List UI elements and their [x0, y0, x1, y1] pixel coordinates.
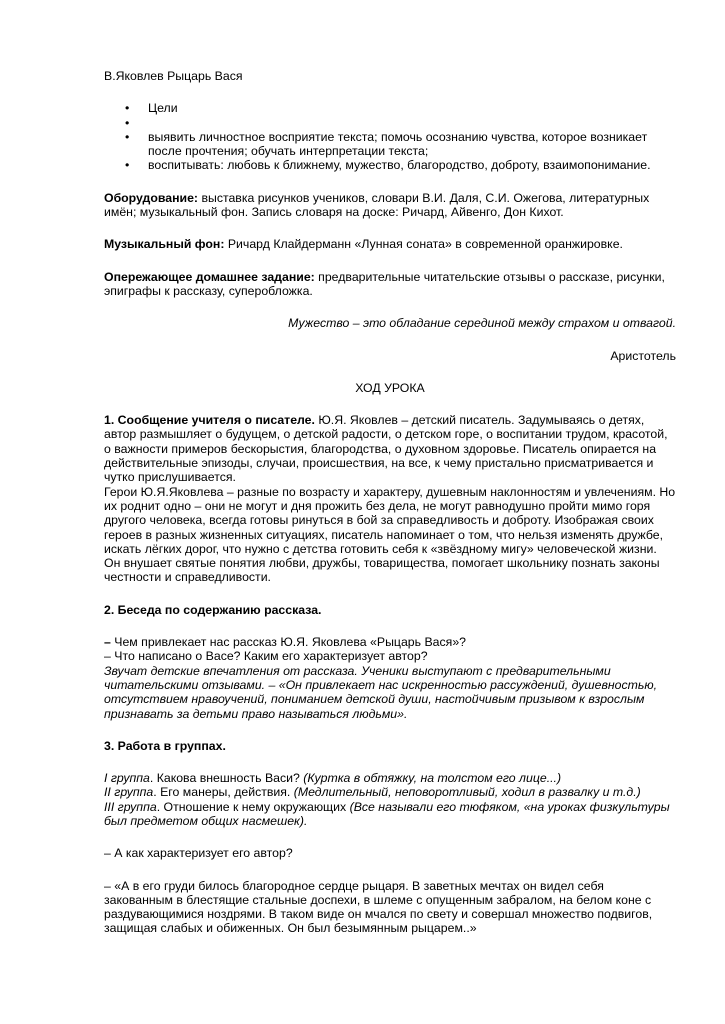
section2-heading: 2. Беседа по содержанию рассказа.: [104, 602, 322, 617]
epigraph-author: Аристотель: [610, 348, 676, 363]
epigraph: [104, 316, 676, 330]
document-content: [104, 69, 676, 936]
group-answer: (Куртка в обтяжку, на толстом его лице...): [303, 771, 562, 786]
group-question: . Какова внешность Васи?: [149, 771, 304, 786]
author-question: – А как характеризует его автор?: [104, 846, 293, 861]
group-question: . Его манеры, действия.: [153, 785, 294, 800]
group-name: II группа: [104, 785, 154, 800]
section2-dash: –: [104, 635, 111, 650]
group-line: [104, 771, 676, 785]
music-text: Ричард Клайдерманн «Лунная соната» в современной оранжировке.: [224, 237, 623, 252]
epigraph-text: Мужество – это обладание серединой между страхом и отвагой.: [288, 316, 676, 331]
equipment-paragraph: [104, 191, 676, 220]
section1-paragraph: [104, 413, 676, 484]
group-name: III группа: [104, 799, 157, 814]
goals-list: [104, 101, 676, 172]
group-name: I группа: [104, 771, 150, 786]
section1-heading: 1. Сообщение учителя о писателе.: [104, 413, 315, 428]
goals-item: • Цели: [104, 101, 676, 115]
author-quote: – «А в его груди билось благородное сердце рыцаря. В заветных мечтах он видел себя закованным в блестящие стальные доспехи, в шлеме с опущенным забралом, на белом коне с раздувающимися ноздрями. В таком виде он мчался по свету и совершал множество подвигов, защищая слабых и обиженных. Он был безымянным рыцарем..»: [104, 878, 653, 936]
section1-text: Ю.Я. Яковлев – детский писатель. Задумываясь о детях, автор размышляет о будущем, о детской радости, о детском горе, о воспитании трудом, красотой, о важности примеров бескорыстия, благородства, о духовном здоровье. Писатель опирается на действительные эпизоды, случаи, происшествия, на все, к чему пристально присматривается и чутко прислушивается.: [104, 413, 668, 485]
goals-item: • воспитывать: любовь к ближнему, мужество, благородство, доброту, взаимопонимание.: [104, 158, 676, 172]
group-answer: (Все называли его тюфяком, «на уроках физкультуры был предметом общих насмешек).: [104, 799, 670, 828]
homework-paragraph: [104, 270, 676, 299]
group-answer: (Медлительный, неповоротливый, ходил в развалку и т.д.): [293, 785, 641, 800]
group-line: [104, 785, 676, 799]
group-line: [104, 800, 676, 829]
goals-item-empty: [104, 116, 676, 130]
section3-heading: 3. Работа в группах.: [104, 738, 226, 753]
lesson-heading: ХОД УРОКА: [355, 380, 425, 395]
music-label: Музыкальный фон:: [104, 237, 225, 252]
goals-item: • выявить личностное восприятие текста; помочь осознанию чувства, которое возникает после прочтения; обучать интерпретации текста;: [104, 130, 676, 159]
section2-italic: Звучат детские впечатления от рассказа. Ученики выступают с предварительными читательскими отзывами. – «Он привлекает нас искренностью рассуждений, душевностью, отсутствием нравоучений, пониманием детской души, настойчивым призывом к взрослым признавать за детьми право называться людьми».: [104, 663, 658, 721]
section2-question-1-text: Чем привлекает нас рассказ Ю.Я. Яковлева «Рыцарь Вася»?: [110, 635, 466, 650]
group-question: . Отношение к нему окружающих: [156, 799, 350, 814]
section2-italic-text: [104, 664, 676, 721]
music-paragraph: [104, 237, 676, 251]
document-title: В.Яковлев Рыцарь Вася: [104, 69, 243, 83]
section2-question-1: [104, 635, 676, 649]
section1-paragraph-2: Герои Ю.Я.Яковлева – разные по возрасту и характеру, душевным наклонностям и увлечениям. Но их роднит одно – они не могут и дня прожить без дела, не могут равнодушно пройти мимо горя другого человека, всегда готовы ринуться в бой за справедливость и доброту. Изображая своих героев в разных жизненных ситуациях, писатель напоминает о том, что нельзя изменять дружбе, искать лёгких дорог, что нужно с детства готовить себя к «звёздному мигу» человеческой жизни. Он внушает святые понятия любви, дружбы, товарищества, помогает школьнику познать законы честности и справедливости.: [104, 484, 676, 585]
equipment-label: Оборудование:: [104, 190, 199, 205]
homework-text: предварительные читательские отзывы о рассказе, рисунки, эпиграфы к рассказу, суперобложка.: [104, 269, 665, 298]
equipment-text: выставка рисунков учеников, словари В.И. Даля, С.И. Ожегова, литературных имён; музыкальный фон. Запись словаря на доске: Ричард, Айвенго, Дон Кихот.: [104, 190, 650, 220]
section2-question-2: – Что написано о Васе? Каким его характеризует автор?: [104, 649, 428, 664]
homework-label: Опережающее домашнее задание:: [104, 269, 315, 284]
